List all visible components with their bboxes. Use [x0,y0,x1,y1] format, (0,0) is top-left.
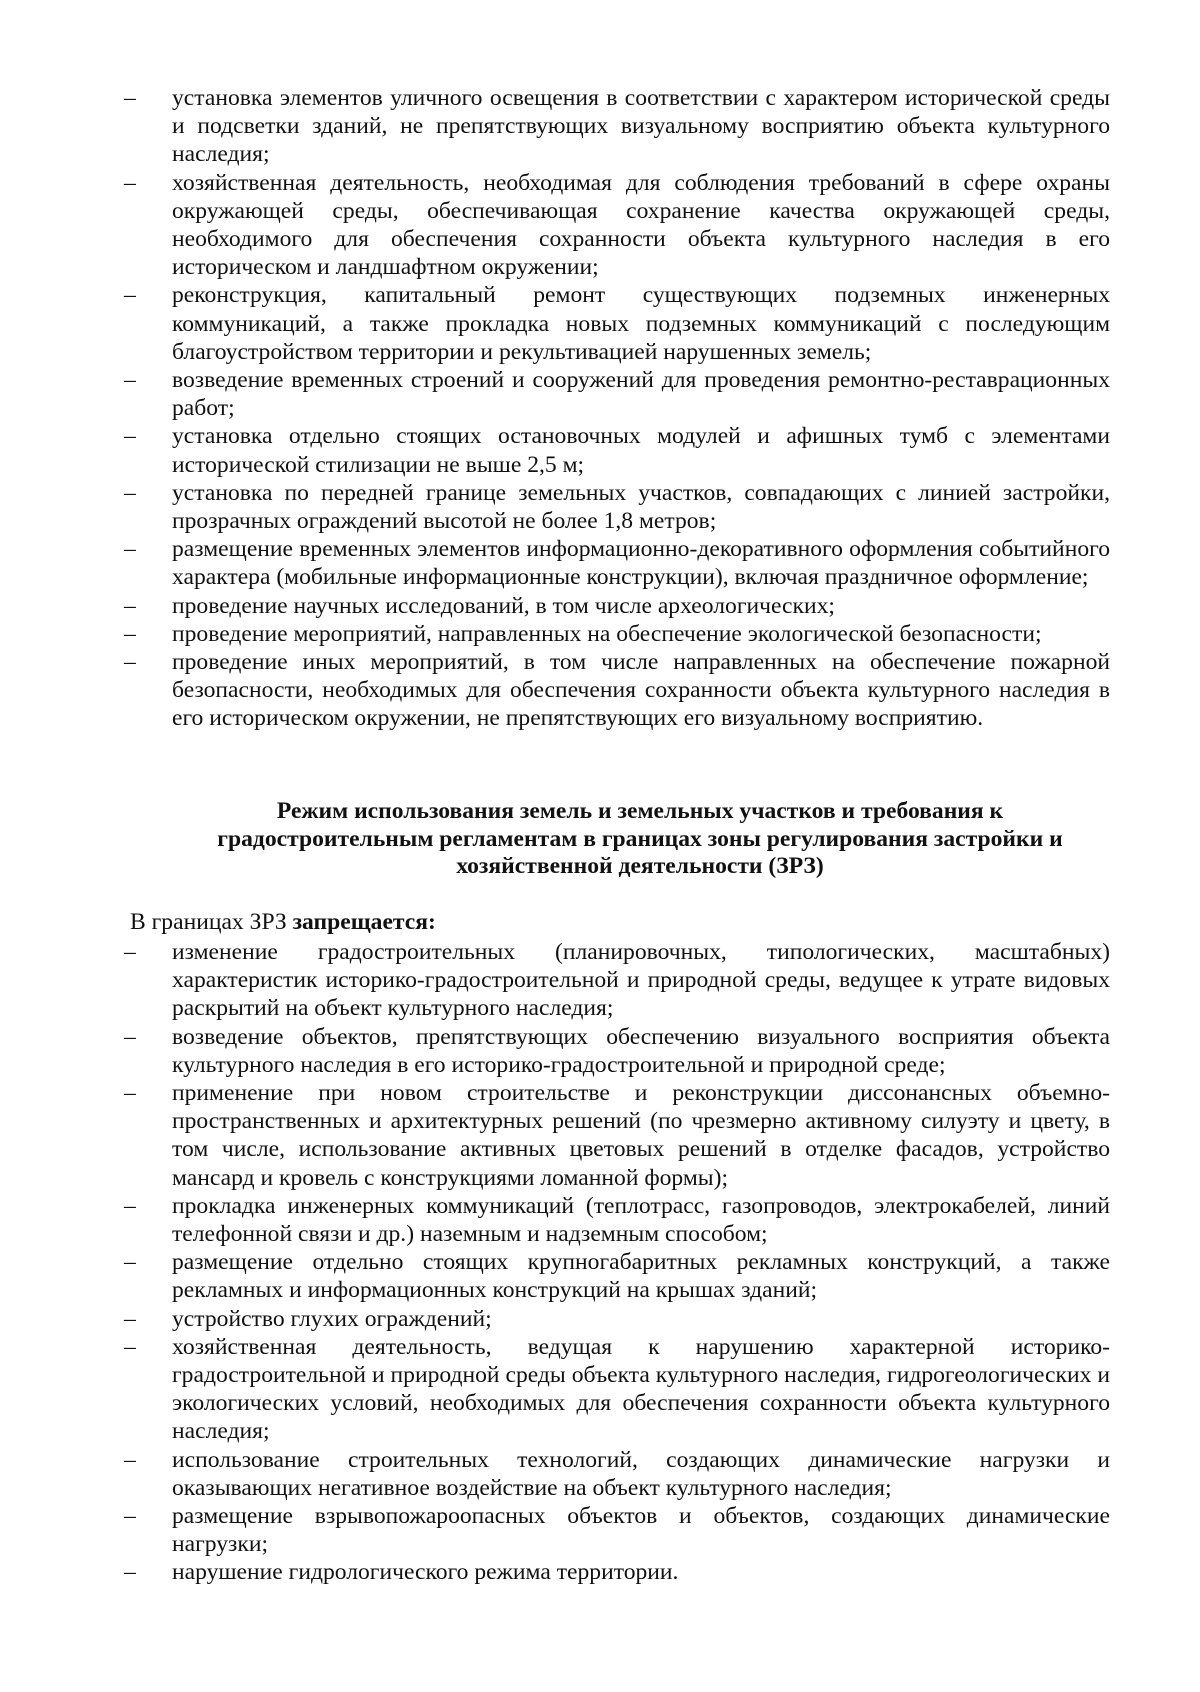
list-dash: – [124,1559,136,1586]
list-item [124,1502,1110,1558]
list-dash: – [124,423,136,450]
list-item [124,1248,1110,1304]
intro-prefix: В границах ЗРЗ [130,909,293,935]
list-item-text: размещение взрывопожароопасных объектов и объектов, создающих динамические нагрузки; [172,1503,1110,1558]
list-dash: – [124,1080,136,1107]
list-dash: – [124,1249,136,1276]
list-item [124,620,1110,648]
list-item [124,281,1110,366]
list-item [124,1333,1110,1446]
list-dash: – [124,1192,136,1219]
list-item [124,169,1110,282]
list-item-text: применение при новом строительстве и реконструкции диссонансных объемно-пространственных и архитектурных решений (по чрезмерно активному силуэту и цвету, в том числе, использование активных цветовых решений в отделке фасадов, устройство мансард и кровель с конструкциями ломанной формы); [172,1080,1110,1191]
list-dash: – [124,85,136,111]
list-dash: – [124,592,136,619]
list-item-text: возведение объектов, препятствующих обеспечению визуального восприятия объекта культурного наследия в его историко-градостроительной и природной среде; [172,1023,1110,1078]
list-item [124,592,1110,620]
list-dash: – [124,620,136,647]
list-item [124,479,1110,535]
list-item [124,938,1110,1023]
list-dash: – [124,536,136,563]
list-dash: – [124,367,136,394]
permitted-activities-list [124,84,1110,733]
list-item-text: размещение отдельно стоящих крупногабаритных рекламных конструкций, а также рекламных и информационных конструкций на крышах зданий; [172,1249,1110,1304]
list-item [124,1079,1110,1192]
list-dash: – [124,1503,136,1530]
list-dash: – [124,649,136,676]
list-item-text: использование строительных технологий, создающих динамические нагрузки и оказывающих негативное воздействие на объект культурного наследия; [172,1446,1110,1501]
list-item [124,1305,1110,1333]
list-item-text: нарушение гидрологического режима территории. [172,1559,679,1586]
list-item-text: прокладка инженерных коммуникаций (теплотрасс, газопроводов, электрокабелей, линий телефонной связи и др.) наземным и надземным способом; [172,1192,1110,1248]
list-dash: – [124,1446,136,1473]
list-dash: – [124,282,136,309]
list-item-text: установка элементов уличного освещения в соответствии с характером исторической среды и подсветки зданий, не препятствующих визуальному восприятию объекта культурного наследия; [172,85,1110,168]
list-dash: – [124,479,136,506]
list-item [124,535,1110,591]
list-item-text: проведение иных мероприятий, в том числе направленных на обеспечение пожарной безопасности, необходимых для обеспечения сохранности объекта культурного наследия в его историческом окружении, не препятствующих его визуальному восприятию. [172,649,1110,732]
list-item-text: устройство глухих ограждений; [172,1305,492,1332]
list-item-text: установка по передней границе земельных участков, совпадающих с линией застройки, прозрачных ограждений высотой не более 1,8 метров; [172,479,1110,535]
list-item-text: изменение градостроительных (планировочных, типологических, масштабных) характеристик историко-градостроительной и природной среды, ведущее к утрате видовых раскрытий на объект культурного наследия; [172,939,1110,1022]
list-item-text: хозяйственная деятельность, ведущая к нарушению характерной историко-градостроительной и природной среды объекта культурного наследия, гидрогеологических и экологических условий, необходимых для обеспечения сохранности объекта культурного наследия; [172,1333,1110,1445]
list-dash: – [124,939,136,965]
list-item-text: проведение мероприятий, направленных на обеспечение экологической безопасности; [172,620,1042,647]
list-item [124,422,1110,478]
heading-line: хозяйственной деятельности (ЗРЗ) [456,853,824,879]
list-dash: – [124,1023,136,1050]
prohibited-activities-list [124,938,1110,1587]
list-dash: – [124,169,136,196]
intro-emphasis: запрещается: [292,909,436,935]
list-item [124,1558,1110,1586]
list-item [124,1192,1110,1248]
section-heading [160,798,1120,881]
list-item-text: реконструкция, капитальный ремонт существующих подземных инженерных коммуникаций, а также прокладка новых подземных коммуникаций с последующим благоустройством территории и рекультивацией нарушенных земель; [172,282,1110,365]
list-item [124,648,1110,733]
list-item [124,1023,1110,1079]
prohibition-intro [130,908,436,936]
list-dash: – [124,1305,136,1332]
list-item [124,1446,1110,1502]
list-item [124,366,1110,422]
list-item-text: размещение временных элементов информационно-декоративного оформления событийного характера (мобильные информационные конструкции), включая праздничное оформление; [172,536,1110,591]
heading-line: Режим использования земель и земельных участков и требования к [276,798,1004,824]
list-item-text: проведение научных исследований, в том числе археологических; [172,592,835,619]
list-dash: – [124,1333,136,1360]
list-item-text: возведение временных строений и сооружений для проведения ремонтно-реставрационных работ; [172,367,1110,422]
list-item-text: установка отдельно стоящих остановочных модулей и афишных тумб с элементами исторической стилизации не выше 2,5 м; [172,423,1110,478]
list-item-text: хозяйственная деятельность, необходимая для соблюдения требований в сфере охраны окружающей среды, обеспечивающая сохранение качества окружающей среды, необходимого для обеспечения сохранности объекта культурного наследия в его историческом и ландшафтном окружении; [172,169,1110,281]
heading-line: градостроительным регламентам в границах зоны регулирования застройки и [217,825,1063,852]
list-item [124,84,1110,169]
